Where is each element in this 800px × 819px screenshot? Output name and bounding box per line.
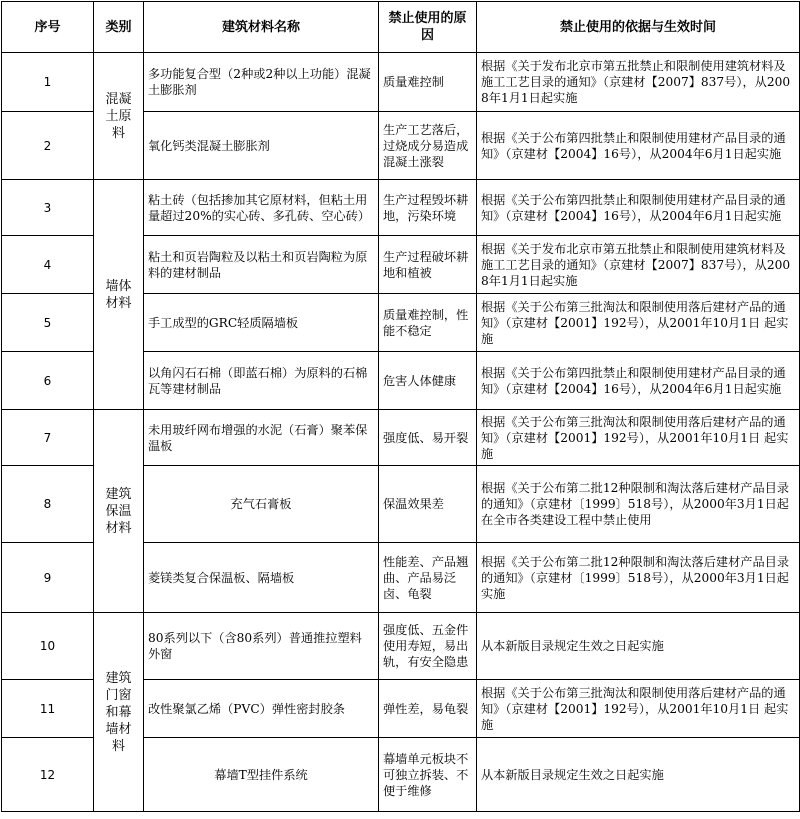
ban-basis: 根据《关于公布第三批淘汰和限制使用落后建材产品的通知》（京建材【2001】192号），从2001年10月1日 起实施 bbox=[477, 294, 800, 352]
ban-reason: 强度低、五金件使用寿短，易出轨，有安全隐患 bbox=[379, 613, 477, 680]
category-concrete bbox=[94, 53, 144, 180]
row-index: 9 bbox=[2, 543, 94, 613]
category-window bbox=[94, 613, 144, 812]
material-name: 氧化钙类混凝土膨胀剂 bbox=[144, 112, 379, 180]
category-label: 建筑保温材料 bbox=[105, 486, 132, 536]
ban-reason: 弹性差，易龟裂 bbox=[379, 680, 477, 738]
ban-reason: 保温效果差 bbox=[379, 466, 477, 543]
material-name: 充气石膏板 bbox=[144, 466, 379, 543]
row-index: 5 bbox=[2, 294, 94, 352]
row-index: 8 bbox=[2, 466, 94, 543]
ban-basis: 从本新版目录规定生效之日起实施 bbox=[477, 738, 800, 812]
material-name: 幕墙T型挂件系统 bbox=[144, 738, 379, 812]
material-name: 改性聚氯乙烯（PVC）弹性密封胶条 bbox=[144, 680, 379, 738]
category-wall bbox=[94, 180, 144, 410]
category-label: 建筑门窗和幕墙材料 bbox=[105, 670, 132, 754]
ban-basis: 从本新版目录规定生效之日起实施 bbox=[477, 613, 800, 680]
row-index: 12 bbox=[2, 738, 94, 812]
material-name: 粘土和页岩陶粒及以粘土和页岩陶粒为原料的建材制品 bbox=[144, 236, 379, 294]
header-row bbox=[2, 2, 800, 53]
ban-basis: 根据《关于公布第二批12种限制和淘汰落后建材产品目录的通知》（京建材〔1999〕518号），从2000年3月1日起在全市各类建设工程中禁止使用 bbox=[477, 466, 800, 543]
row-index: 3 bbox=[2, 180, 94, 236]
category-insulation bbox=[94, 410, 144, 613]
ban-reason: 质量难控制，性能不稳定 bbox=[379, 294, 477, 352]
ban-basis: 根据《关于发布北京市第五批禁止和限制使用建筑材料及施工工艺目录的通知》（京建材【2007】837号），从2008年1月1日起实施 bbox=[477, 53, 800, 112]
material-name: 以角闪石石棉（即蓝石棉）为原料的石棉瓦等建材制品 bbox=[144, 352, 379, 410]
row-index: 1 bbox=[2, 53, 94, 112]
material-name: 粘土砖（包括掺加其它原材料，但粘土用量超过20%的实心砖、多孔砖、空心砖） bbox=[144, 180, 379, 236]
table-row bbox=[2, 613, 800, 680]
material-name: 手工成型的GRC轻质隔墙板 bbox=[144, 294, 379, 352]
ban-reason: 性能差、产品翘曲、产品易泛卤、龟裂 bbox=[379, 543, 477, 613]
row-index: 10 bbox=[2, 613, 94, 680]
ban-reason: 危害人体健康 bbox=[379, 352, 477, 410]
header-reason: 禁止使用的原因 bbox=[379, 2, 477, 53]
category-label: 墙体材料 bbox=[105, 278, 132, 311]
ban-basis: 根据《关于公布第三批淘汰和限制使用落后建材产品的通知》（京建材【2001】192号），从2001年10月1日 起实施 bbox=[477, 410, 800, 466]
material-name: 菱镁类复合保温板、隔墙板 bbox=[144, 543, 379, 613]
category-label: 混凝土原料 bbox=[105, 91, 132, 141]
header-category: 类别 bbox=[94, 2, 144, 53]
ban-reason: 强度低、易开裂 bbox=[379, 410, 477, 466]
ban-basis: 根据《关于发布北京市第五批禁止和限制使用建筑材料及施工工艺目录的通知》（京建材【2007】837号），从2008年1月1日起实施 bbox=[477, 236, 800, 294]
ban-basis: 根据《关于公布第四批禁止和限制使用建材产品目录的通知》（京建材【2004】16号），从2004年6月1日起实施 bbox=[477, 352, 800, 410]
ban-reason: 质量难控制 bbox=[379, 53, 477, 112]
ban-reason: 生产工艺落后，过烧成分易造成混凝土涨裂 bbox=[379, 112, 477, 180]
row-index: 7 bbox=[2, 410, 94, 466]
ban-reason: 生产过程破坏耕地和植被 bbox=[379, 236, 477, 294]
material-name: 多功能复合型（2种或2种以上功能）混凝土膨胀剂 bbox=[144, 53, 379, 112]
row-index: 4 bbox=[2, 236, 94, 294]
header-material: 建筑材料名称 bbox=[144, 2, 379, 53]
material-name: 未用玻纤网布增强的水泥（石膏）聚苯保温板 bbox=[144, 410, 379, 466]
table-row bbox=[2, 53, 800, 112]
table-row bbox=[2, 180, 800, 236]
ban-basis: 根据《关于公布第四批禁止和限制使用建材产品目录的通知》（京建材【2004】16号），从2004年6月1日起实施 bbox=[477, 112, 800, 180]
header-basis: 禁止使用的依据与生效时间 bbox=[477, 2, 800, 53]
row-index: 2 bbox=[2, 112, 94, 180]
ban-reason: 幕墙单元板块不可独立拆装、不便于维修 bbox=[379, 738, 477, 812]
row-index: 11 bbox=[2, 680, 94, 738]
table-row bbox=[2, 410, 800, 466]
ban-basis: 根据《关于公布第三批淘汰和限制使用落后建材产品的通知》（京建材【2001】192号），从2001年10月1日 起实施 bbox=[477, 680, 800, 738]
row-index: 6 bbox=[2, 352, 94, 410]
material-name: 80系列以下（含80系列）普通推拉塑料外窗 bbox=[144, 613, 379, 680]
banned-materials-table bbox=[1, 1, 800, 812]
ban-basis: 根据《关于公布第四批禁止和限制使用建材产品目录的通知》（京建材【2004】16号），从2004年6月1日起实施 bbox=[477, 180, 800, 236]
ban-basis: 根据《关于公布第二批12种限制和淘汰落后建材产品目录的通知》（京建材〔1999〕518号），从2000年3月1日起实施 bbox=[477, 543, 800, 613]
header-index: 序号 bbox=[2, 2, 94, 53]
ban-reason: 生产过程毁坏耕地，污染环境 bbox=[379, 180, 477, 236]
